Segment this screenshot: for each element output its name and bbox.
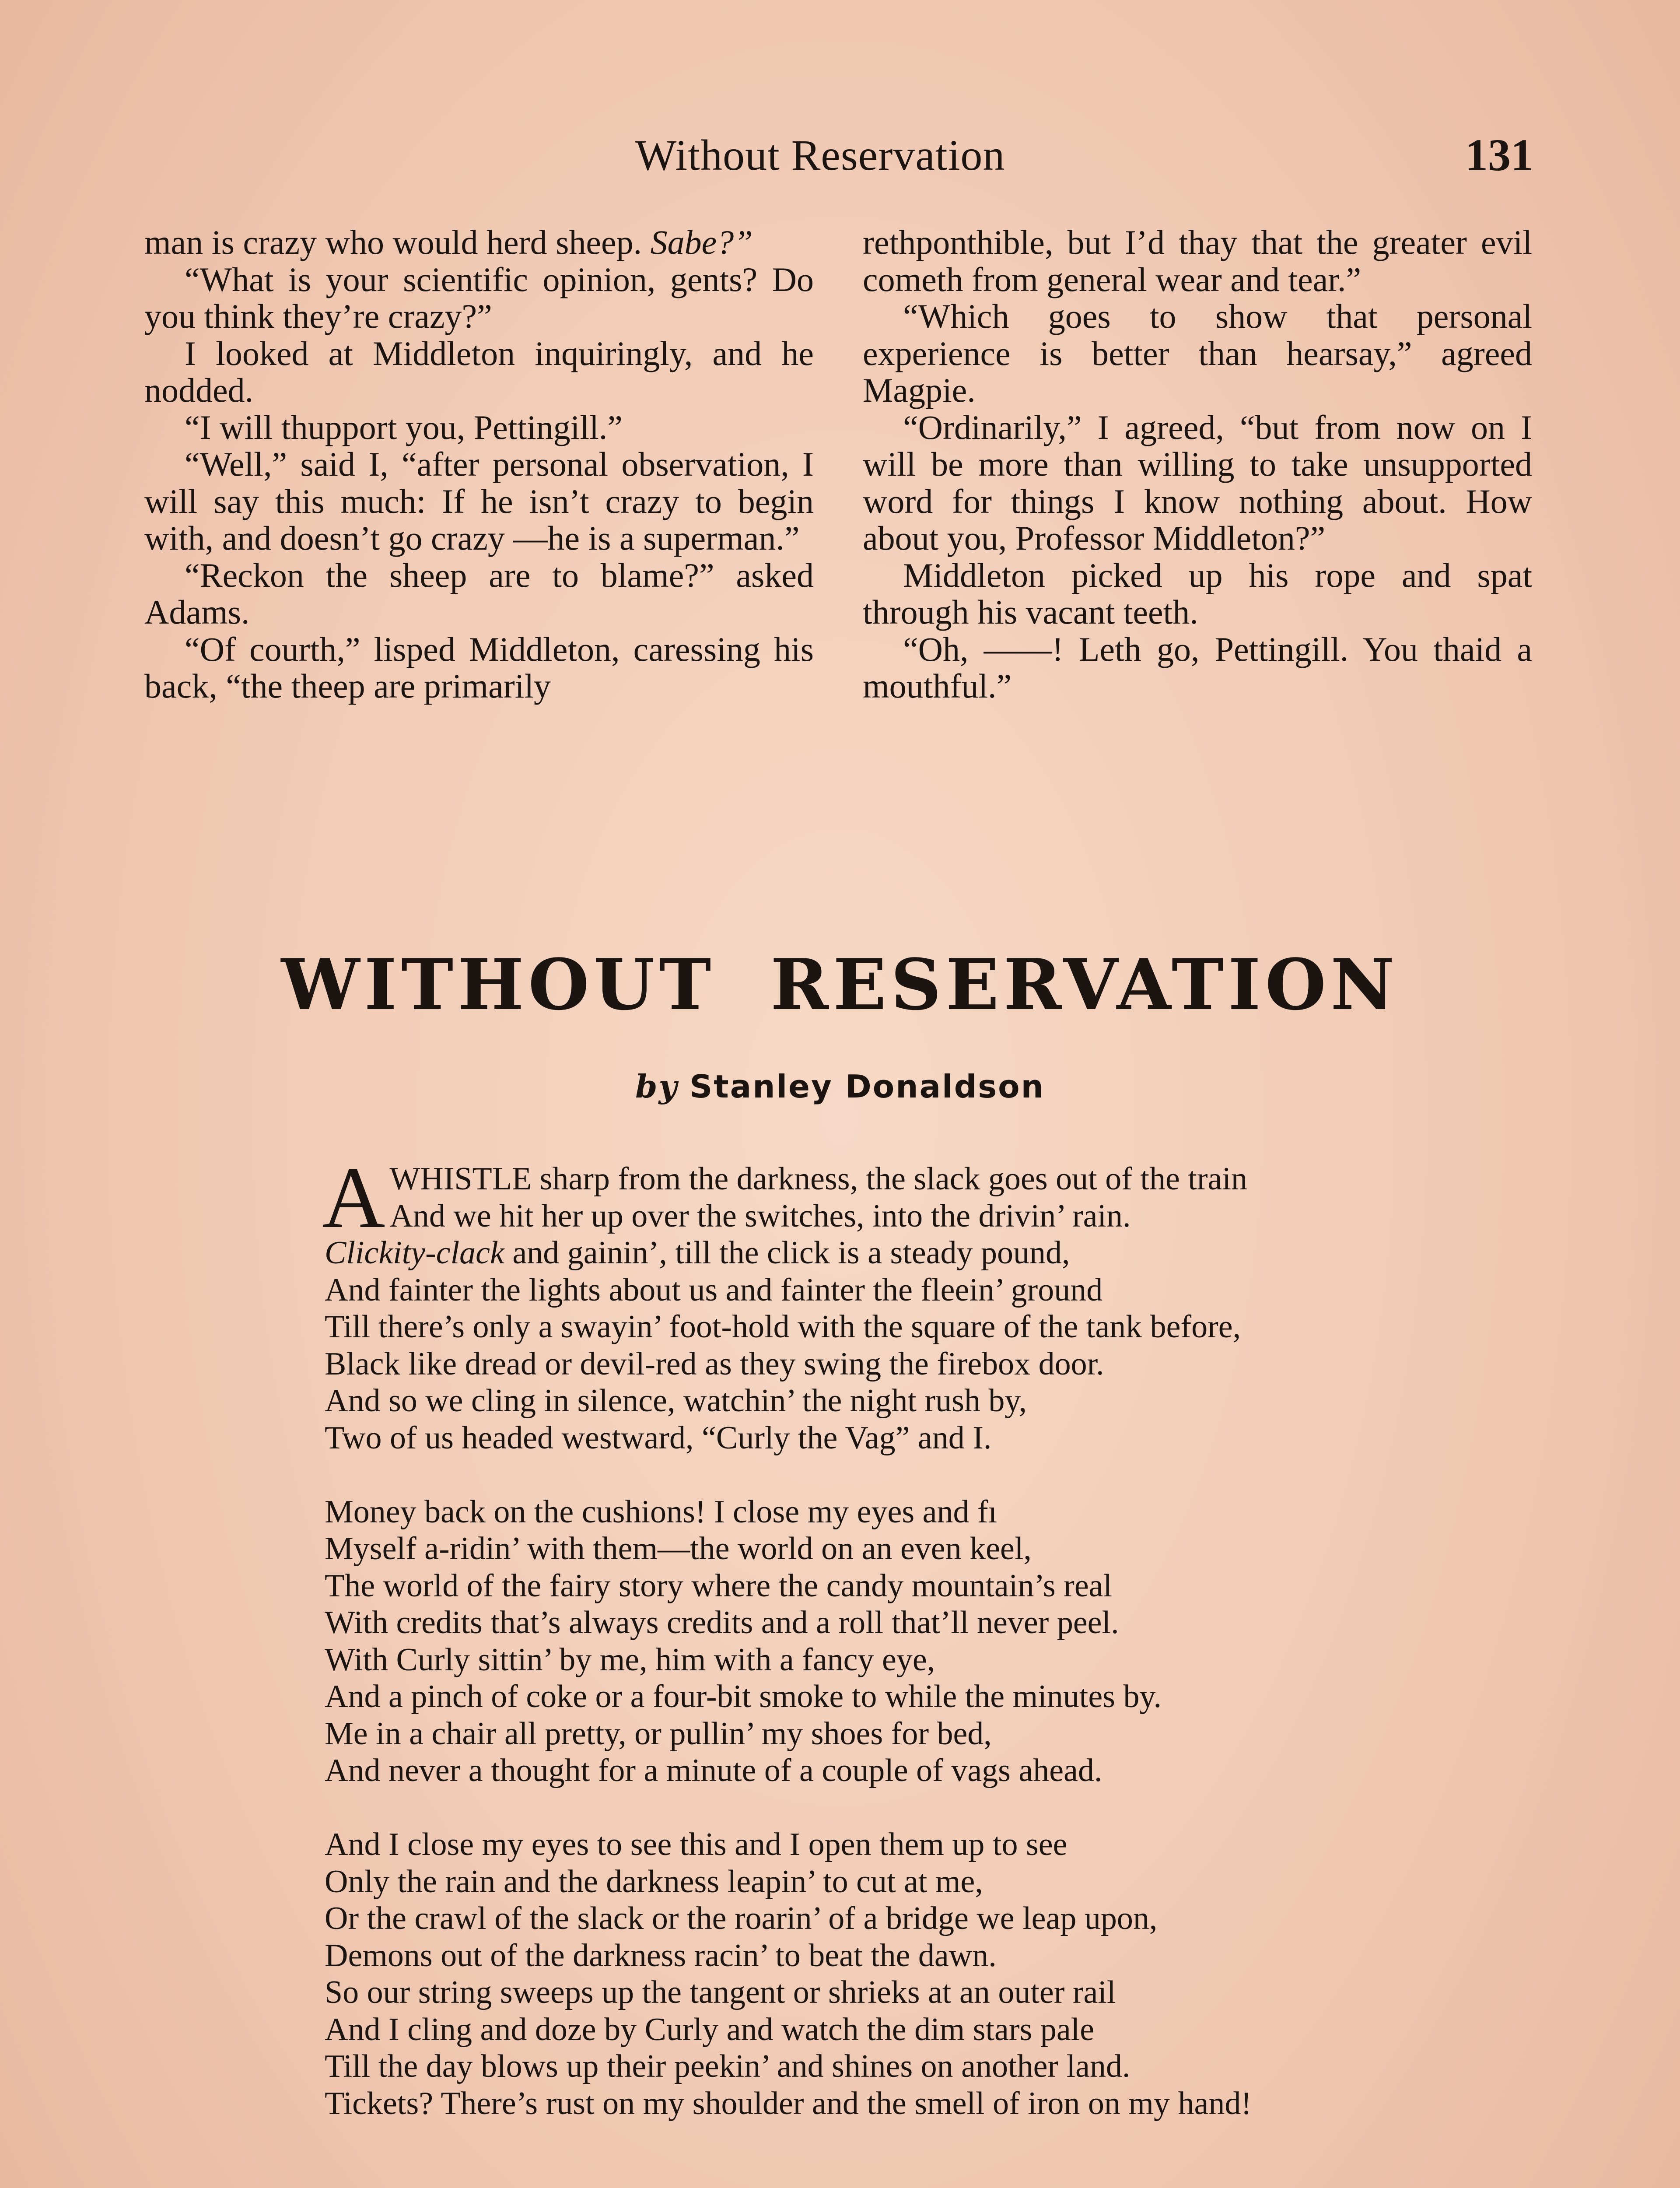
poem-line: Two of us headed westward, “Curly the Vag” and I. xyxy=(325,1420,992,1456)
poem-line: Tickets? There’s rust on my shoulder and the smell of iron on my hand! xyxy=(325,2085,1252,2121)
paragraph: “Reckon the sheep are to blame?” asked Adams. xyxy=(144,556,814,631)
poem-line: And never a thought for a minute of a couple of vags ahead. xyxy=(325,1753,1102,1788)
paragraph: “Of courth,” lisped Middleton, caressing his back, “the theep are primarily xyxy=(144,630,814,705)
byline-prefix: by xyxy=(635,1068,679,1105)
poem-line: And I close my eyes to see this and I open them up to see xyxy=(325,1827,1068,1862)
drop-cap: A xyxy=(322,1150,385,1246)
poem-line: Only the rain and the darkness leapin’ to cut at me, xyxy=(325,1863,983,1900)
right-column xyxy=(863,224,1532,705)
poem-line: And I cling and doze by Curly and watch the dim stars pale xyxy=(325,2011,1095,2048)
byline xyxy=(0,1067,1680,1106)
paragraph: rethponthible, but I’d thay that the greater evil cometh from general wear and tear.” xyxy=(863,223,1532,298)
paragraph: “I will thupport you, Pettingill.” xyxy=(185,408,623,446)
poem-line: Till the day blows up their peekin’ and shines on another land. xyxy=(325,2048,1130,2084)
paragraph: I looked at Middleton inquiringly, and he nodded. xyxy=(144,334,814,409)
poem-body xyxy=(322,1150,1506,2159)
running-title: Without Reservation xyxy=(635,131,1005,179)
poem-line: Demons out of the darkness racin’ to beat the dawn. xyxy=(325,1937,997,1974)
poem-line: The world of the fairy story where the candy mountain’s real xyxy=(325,1567,1113,1604)
author-name: Stanley Donaldson xyxy=(690,1068,1045,1105)
page-number: 131 xyxy=(1465,130,1533,180)
poem-line: Or the crawl of the slack or the roarin’ of a bridge we leap upon, xyxy=(325,1900,1158,1936)
stanza-2 xyxy=(325,1494,1506,1789)
poem-title: WITHOUT RESERVATION xyxy=(281,943,1399,1026)
poem-line: With credits that’s always credits and a roll that’ll never peel. xyxy=(325,1605,1119,1641)
left-column xyxy=(144,224,814,705)
paragraph: “Which goes to show that personal experience is better than hearsay,” agreed Magpie. xyxy=(863,297,1532,409)
poem-line: Till there’s only a swayin’ foot-hold with the square of the tank before, xyxy=(325,1309,1241,1345)
paragraph: Middleton picked up his rope and spat through his vacant teeth. xyxy=(863,556,1532,631)
poem-line: And a pinch of coke or a four-bit smoke to while the minutes by. xyxy=(325,1679,1162,1715)
paragraph: “Oh, ——! Leth go, Pettingill. You thaid a mouthful.” xyxy=(863,630,1532,705)
poem-line: With Curly sittin’ by me, him with a fancy eye, xyxy=(325,1641,935,1678)
stanza-1 xyxy=(322,1150,1506,1456)
poem-line: Money back on the cushions! I close my eyes and fı xyxy=(325,1494,998,1530)
poem-line: And we hit her up over the switches, into the drivin’ rain. xyxy=(389,1198,1131,1234)
paragraph: “Ordinarily,” I agreed, “but from now on I will be more than willing to take unsupported word for things I know nothing about. How about you, Professor Middleton?” xyxy=(863,408,1532,557)
poem-line: So our string sweeps up the tangent or shrieks at an outer rail xyxy=(325,1974,1116,2010)
poem-line: And fainter the lights about us and fainter the fleein’ ground xyxy=(325,1272,1103,1308)
paragraph: “What is your scientific opinion, gents? Do you think they’re crazy?” xyxy=(144,260,814,335)
paragraph: “Well,” said I, “after personal observation, I will say this much: If he isn’t crazy to begin with, and doesn’t go crazy —he is a superman.” xyxy=(144,445,814,557)
poem-line: Black like dread or devil-red as they swing the firebox door. xyxy=(325,1346,1104,1382)
poem-line: Me in a chair all pretty, or pullin’ my shoes for bed, xyxy=(325,1715,992,1752)
poem-line: And so we cling in silence, watchin’ the night rush by, xyxy=(325,1383,1027,1419)
stanza-3 xyxy=(325,1826,1506,2122)
paragraph: man is crazy who would herd sheep. Sabe?” xyxy=(144,223,753,261)
poem-line: WHISTLE sharp from the darkness, the slack goes out of the train xyxy=(389,1161,1247,1197)
poem-line: Clickity-clack and gainin’, till the click is a steady pound, xyxy=(325,1235,1070,1271)
poem-line: Myself a-ridin’ with them—the world on an even keel, xyxy=(325,1531,1032,1567)
